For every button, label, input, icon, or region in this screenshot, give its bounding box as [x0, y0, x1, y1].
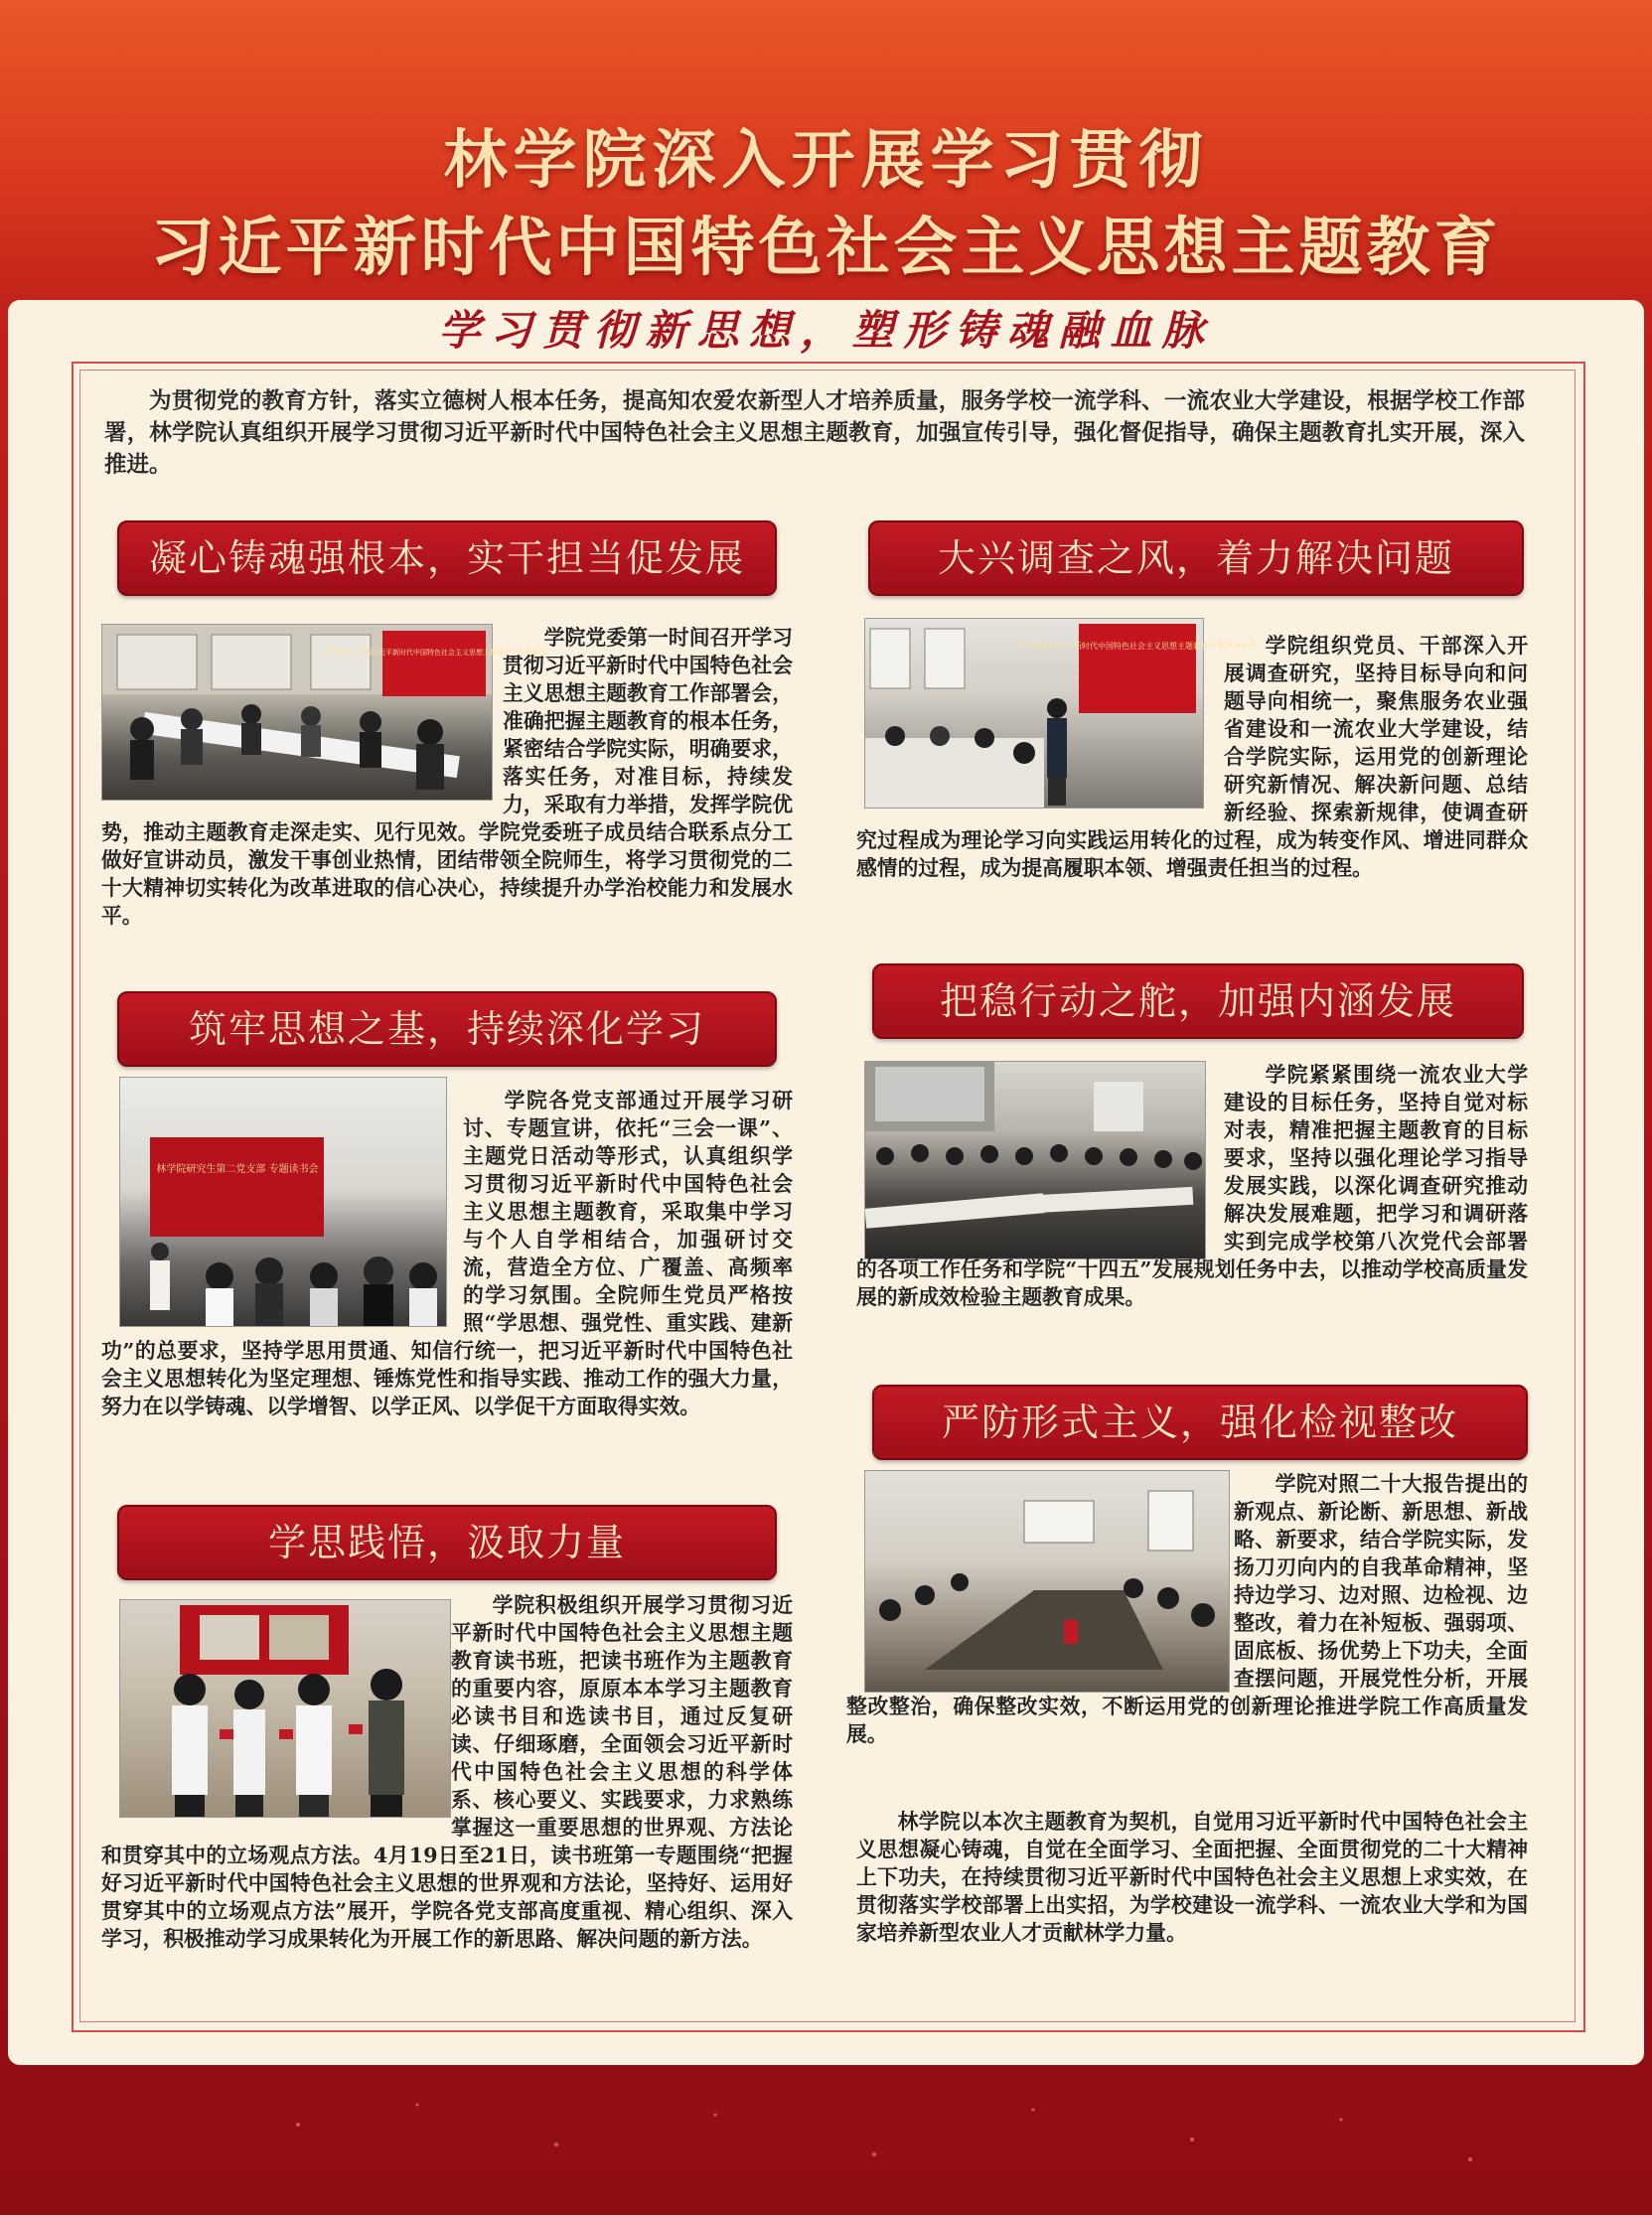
screen-caption: 学习贯彻习近平新时代中国特色社会主义思想主题教育专题辅导报告: [1018, 642, 1257, 651]
section-text-4: 学院组织党员、干部深入开展调查研究，坚持目标导向和问题导向相统一，聚焦服务农业强省建设和一流农业大学建设，结合学院实际，运用党的创新理论研究新情况、解决新问题、总结新经验、探索新规律，使调查研究过程成为理论学习向实践运用转化的过程，成为转变作风、增进同群众感情的过程，成为提高履职本领、增强责任担当的过程。: [856, 633, 1528, 880]
intro-paragraph: 为贯彻党的教育方针，落实立德树人根本任务，提高知农爱农新型人才培养质量，服务学校一流学科、一流农业大学建设，根据学校工作部署，林学院认真组织开展学习贯彻习近平新时代中国特色社会主义思想主题教育，加强宣传引导，强化督促指导，确保主题教育扎实开展，深入推进。: [104, 388, 1525, 478]
section-text-5: 学院紧紧围绕一流农业大学建设的目标任务，坚持自觉对标对表，精准把握主题教育的目标要求，坚持以强化理论学习指导发展实践，以深化调查研究推动解决发展难题，把学习和调研落实到完成学校第八次党代会部署的各项工作任务和学院“十四五”发展规划任务中去，以推动学校高质量发展的新成效检验主题教育成果。: [856, 1062, 1528, 1309]
section-text-2: 学院各党支部通过开展学习研讨、专题宣讲，依托“三会一课”、主题党日活动等形式，认真组织学习贯彻习近平新时代中国特色社会主义思想主题教育，采取集中学习与个人自学相结合，加强研讨交流，营造全方位、广覆盖、高频率的学习氛围。全院师生党员严格按照“学思想、强党性、重实践、建新功”的总要求，坚持学思用贯通、知信行统一，把习近平新时代中国特色社会主义思想转化为坚定理想、锤炼党性和指导实践、推动工作的强大力量，努力在以学铸魂、以学增智、以学正风、以学促干方面取得实效。: [101, 1088, 793, 1418]
section-text-1: 学院党委第一时间召开学习贯彻习近平新时代中国特色社会主义思想主题教育工作部署会，准确把握主题教育的根本任务，紧密结合学院实际，明确要求，落实任务，对准目标，持续发力，采取有力举措，发挥学院优势，推动主题教育走深走实、见行见效。学院党委班子成员结合联系点分工做好宣讲动员，激发干事创业热情，团结带领全院师生，将学习贯彻党的二十大精神切实转化为改革进取的信心决心，持续提升办学治校能力和发展水平。: [101, 625, 793, 928]
screen-caption: 林学院学习贯彻习近平新时代中国特色社会主义思想主题教育工作部署会: [323, 649, 545, 657]
page-title-line1: 林学院深入开展学习贯彻: [443, 124, 1209, 198]
bottom-decoration: [0, 2065, 1652, 2215]
section-heading-2: 筑牢思想之基，持续深化学习: [117, 991, 777, 1067]
section-heading-4: 大兴调查之风，着力解决问题: [868, 520, 1524, 596]
page-title-line2: 习近平新时代中国特色社会主义思想主题教育: [150, 212, 1502, 285]
section-heading-1: 凝心铸魂强根本，实干担当促发展: [117, 520, 777, 596]
slogan: 学习贯彻新思想，塑形铸魂融血脉: [438, 306, 1214, 355]
section-text-6: 学院对照二十大报告提出的新观点、新论断、新思想、新战略、新要求，结合学院实际，发扬刀刃向内的自我革命精神，坚持边学习、边对照、边检视、边整改，着力在补短板、强弱项、固底板、扬优势上下功夫，全面查摆问题，开展党性分析，开展整改整治，确保整改实效，不断运用党的创新理论推进学院工作高质量发展。: [846, 1471, 1528, 1746]
section-heading-5: 把稳行动之舵，加强内涵发展: [872, 963, 1524, 1039]
section-heading-3: 学思践悟，汲取力量: [117, 1505, 777, 1580]
section-heading-6: 严防形式主义，强化检视整改: [872, 1385, 1528, 1460]
closing-paragraph: 林学院以本次主题教育为契机，自觉用习近平新时代中国特色社会主义思想凝心铸魂，自觉在全面学习、全面把握、全面贯彻党的二十大精神上下功夫，在持续贯彻习近平新时代中国特色社会主义思想上求实效，在贯彻落实学校部署上出实招，为学校建设一流学科、一流农业大学和为国家培养新型农业人才贡献林学力量。: [856, 1809, 1528, 1945]
screen-caption: 林学院研究生第二党支部 专题读书会: [156, 1164, 319, 1175]
section-text-3: 学院积极组织开展学习贯彻习近平新时代中国特色社会主义思想主题教育读书班，把读书班作为主题教育的重要内容，原原本本学习主题教育必读书目和选读书目，通过反复研读、仔细琢磨，全面领会习近平新时代中国特色社会主义思想的科学体系、核心要义、实践要求，力求熟练掌握这一重要思想的世界观、方法论和贯穿其中的立场观点方法。4月19日至21日，读书班第一专题围绕“把握好习近平新时代中国特色社会主义思想的世界观和方法论，坚持好、运用好贯穿其中的立场观点方法”展开，学院各党支部高度重视、精心组织、深入学习，积极推动学习成果转化为开展工作的新思路、解决问题的新方法。: [101, 1592, 793, 1951]
